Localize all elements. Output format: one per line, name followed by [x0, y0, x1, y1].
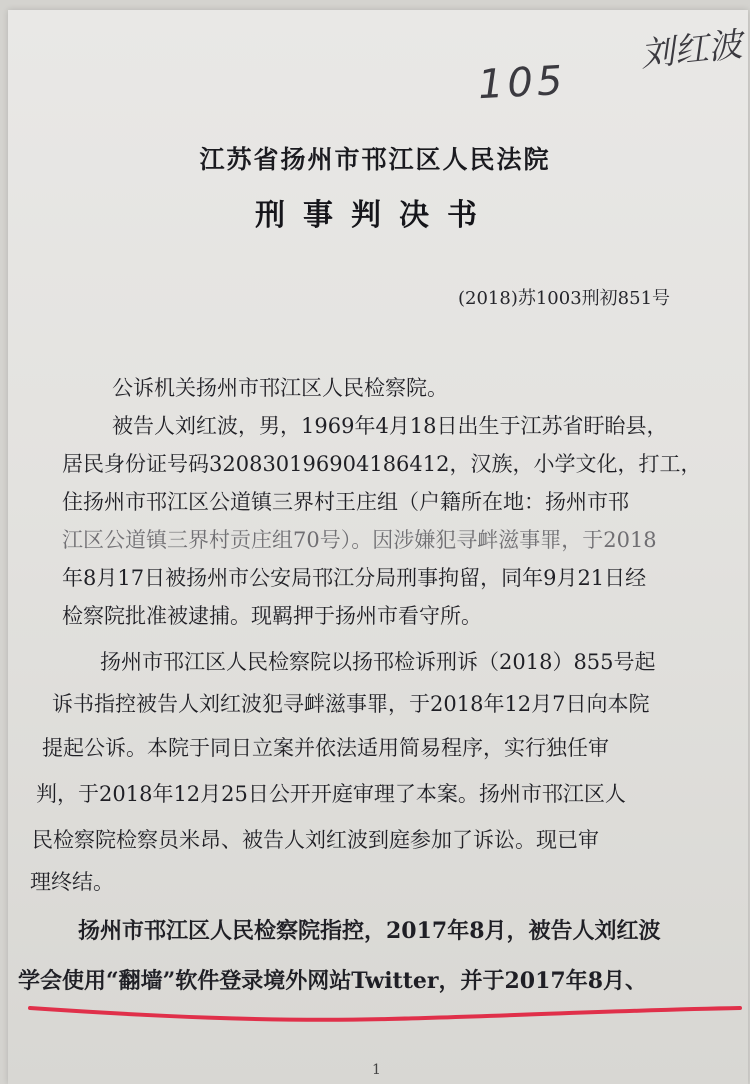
body-line: 诉书指控被告人刘红波犯寻衅滋事罪，于2018年12月7日向本院	[52, 692, 650, 716]
body-line: 被告人刘红波，男，1969年4月18日出生于江苏省盱眙县，	[112, 414, 668, 438]
body-line: 公诉机关扬州市邗江区人民检察院。	[112, 376, 448, 400]
body-line: 江区公道镇三界村贡庄组70号）。因涉嫌犯寻衅滋事罪，于2018	[62, 528, 657, 552]
body-line: 住扬州市邗江区公道镇三界村王庄组（户籍所在地：扬州市邗	[62, 490, 629, 514]
red-underline-mark	[28, 1002, 743, 1024]
underline-stroke	[30, 1008, 740, 1020]
handwritten-number: 105	[476, 57, 568, 109]
case-number: (2018)苏1003刑初851号	[458, 288, 671, 309]
court-name: 江苏省扬州市邗江区人民法院	[199, 145, 551, 174]
body-line: 判，于2018年12月25日公开开庭审理了本案。扬州市邗江区人	[36, 782, 626, 806]
body-line: 扬州市邗江区人民检察院以扬邗检诉刑诉（2018）855号起	[100, 650, 656, 674]
body-line: 学会使用“翻墙”软件登录境外网站Twitter，并于2017年8月、	[18, 968, 648, 994]
body-line: 提起公诉。本院于同日立案并依法适用简易程序，实行独任审	[42, 736, 609, 760]
handwritten-signature: 刘红波	[638, 24, 745, 76]
body-line: 民检察院检察员米昂、被告人刘红波到庭参加了诉讼。现已审	[32, 828, 599, 852]
body-line: 理终结。	[30, 870, 114, 894]
body-line: 扬州市邗江区人民检察院指控，2017年8月，被告人刘红波	[78, 918, 661, 944]
body-line: 检察院批准被逮捕。现羁押于扬州市看守所。	[62, 604, 482, 628]
page-number: 1	[372, 1062, 381, 1078]
document-title: 刑事判决书	[255, 198, 495, 233]
body-line: 年8月17日被扬州市公安局邗江分局刑事拘留，同年9月21日经	[62, 566, 647, 590]
body-line: 居民身份证号码320830196904186412，汉族，小学文化，打工，	[62, 452, 702, 476]
